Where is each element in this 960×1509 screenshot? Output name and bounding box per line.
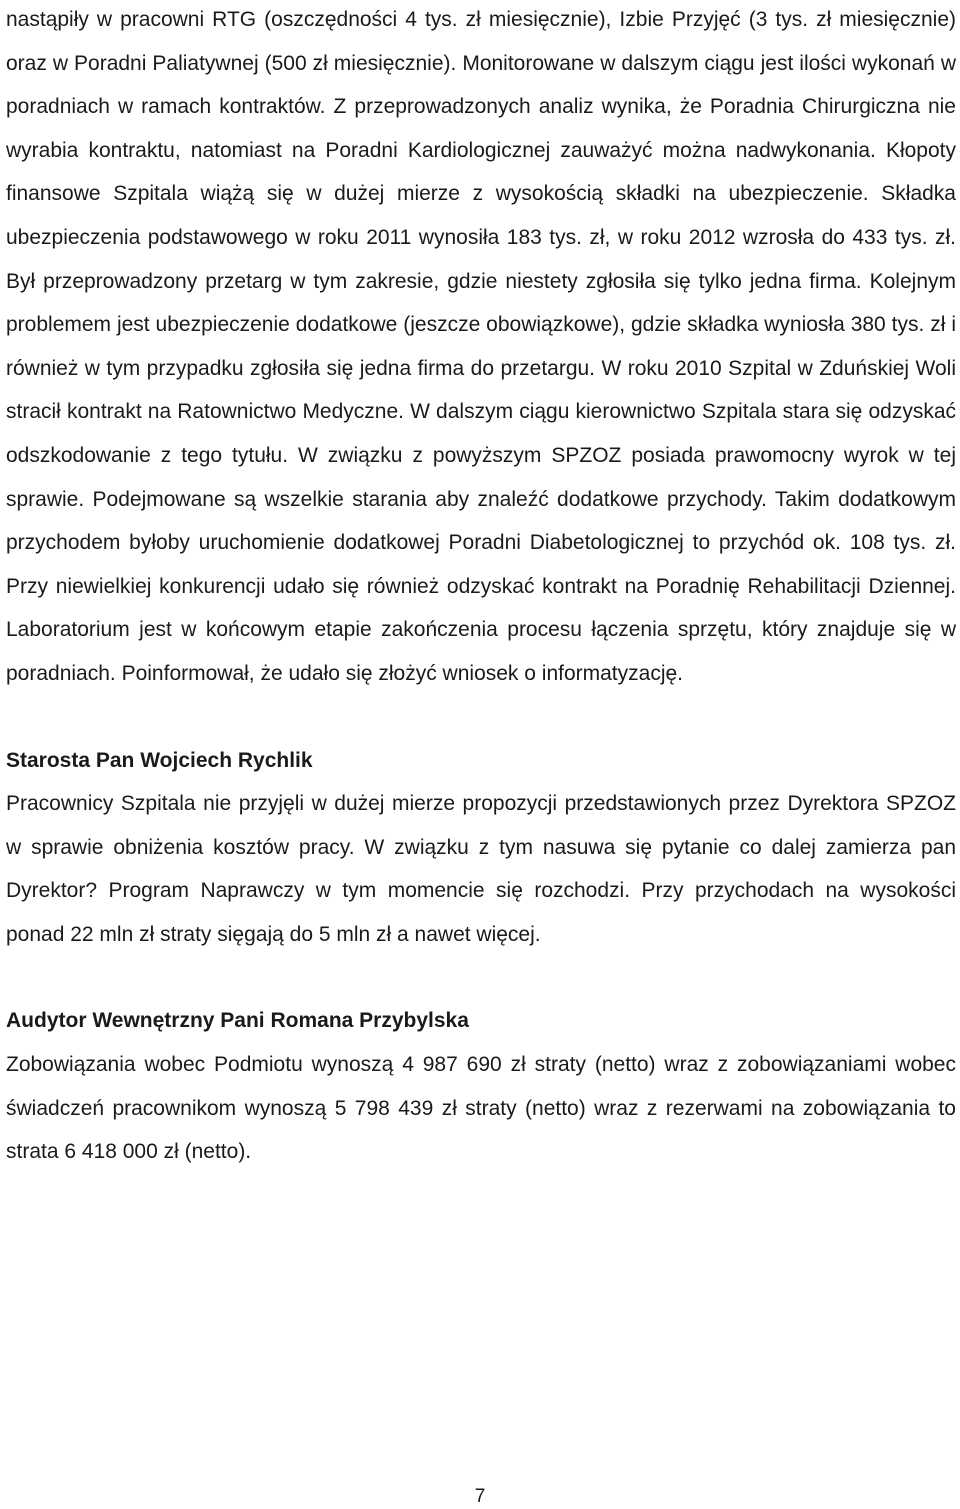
section-spacer <box>6 696 956 739</box>
section-text-starosta: Pracownicy Szpitala nie przyjęli w dużej mierze propozycji przedstawionych przez Dyrektora SPZOZ w sprawie obniżenia kosztów pracy. W związku z tym nasuwa się pytanie co dalej zamierza pan Dyrektor? Program Naprawczy w tym momencie się rozchodzi. Przy przychodach na wysokości ponad 22 mln zł straty sięgają do 5 mln zł a nawet więcej. <box>6 792 956 946</box>
body-paragraph: nastąpiły w pracowni RTG (oszczędności 4 tys. zł miesięcznie), Izbie Przyjęć (3 tys. zł miesięcznie) oraz w Poradni Paliatywnej (500 zł miesięcznie). Monitorowane w dalszym ciągu jest ilości wykonań w poradniach w ramach kontraktów. Z przeprowadzonych analiz wynika, że Poradnia Chirurgiczna nie wyrabia kontraktu, natomiast na Poradni Kardiologicznej zauważyć można nadwykonania. Kłopoty finansowe Szpitala wiążą się w dużej mierze z wysokością składki na ubezpieczenie. Składka ubezpieczenia podstawowego w roku 2011 wynosiła 183 tys. zł, w roku 2012 wzrosła do 433 tys. zł. Był przeprowadzony przetarg w tym zakresie, gdzie niestety zgłosiła się tylko jedna firma. Kolejnym problemem jest ubezpieczenie dodatkowe (jeszcze obowiązkowe), gdzie składka wyniosła 380 tys. zł i również w tym przypadku zgłosiła się jedna firma do przetargu. W roku 2010 Szpital w Zduńskiej Woli stracił kontrakt na Ratownictwo Medyczne. W dalszym ciągu kierownictwo Szpitala stara się odzyskać odszkodowanie z tego tytułu. W związku z powyższym SPZOZ posiada prawomocny wyrok w tej sprawie. Podejmowane są wszelkie starania aby znaleźć dodatkowe przychody. Takim dodatkowym przychodem byłoby uruchomienie dodatkowej Poradni Diabetologicznej to przychód ok. 108 tys. zł. Przy niewielkiej konkurencji udało się również odzyskać kontrakt na Poradnię Rehabilitacji Dziennej. Laboratorium jest w końcowym etapie zakończenia procesu łączenia sprzętu, który znajduje się w poradniach. Poinformował, że udało się złożyć wniosek o informatyzację. <box>6 8 956 685</box>
page-number: 7 <box>474 1486 486 1507</box>
section-spacer <box>6 956 956 999</box>
document-page <box>6 0 956 1174</box>
section-heading-starosta: Starosta Pan Wojciech Rychlik <box>6 748 313 772</box>
section-text-audytor: Zobowiązania wobec Podmiotu wynoszą 4 987 690 zł straty (netto) wraz z zobowiązaniami wobec świadczeń pracownikom wynoszą 5 798 439 zł straty (netto) wraz z rezerwami na zobowiązania to strata 6 418 000 zł (netto). <box>6 1053 956 1164</box>
section-heading-audytor: Audytor Wewnętrzny Pani Romana Przybylska <box>6 1009 469 1033</box>
